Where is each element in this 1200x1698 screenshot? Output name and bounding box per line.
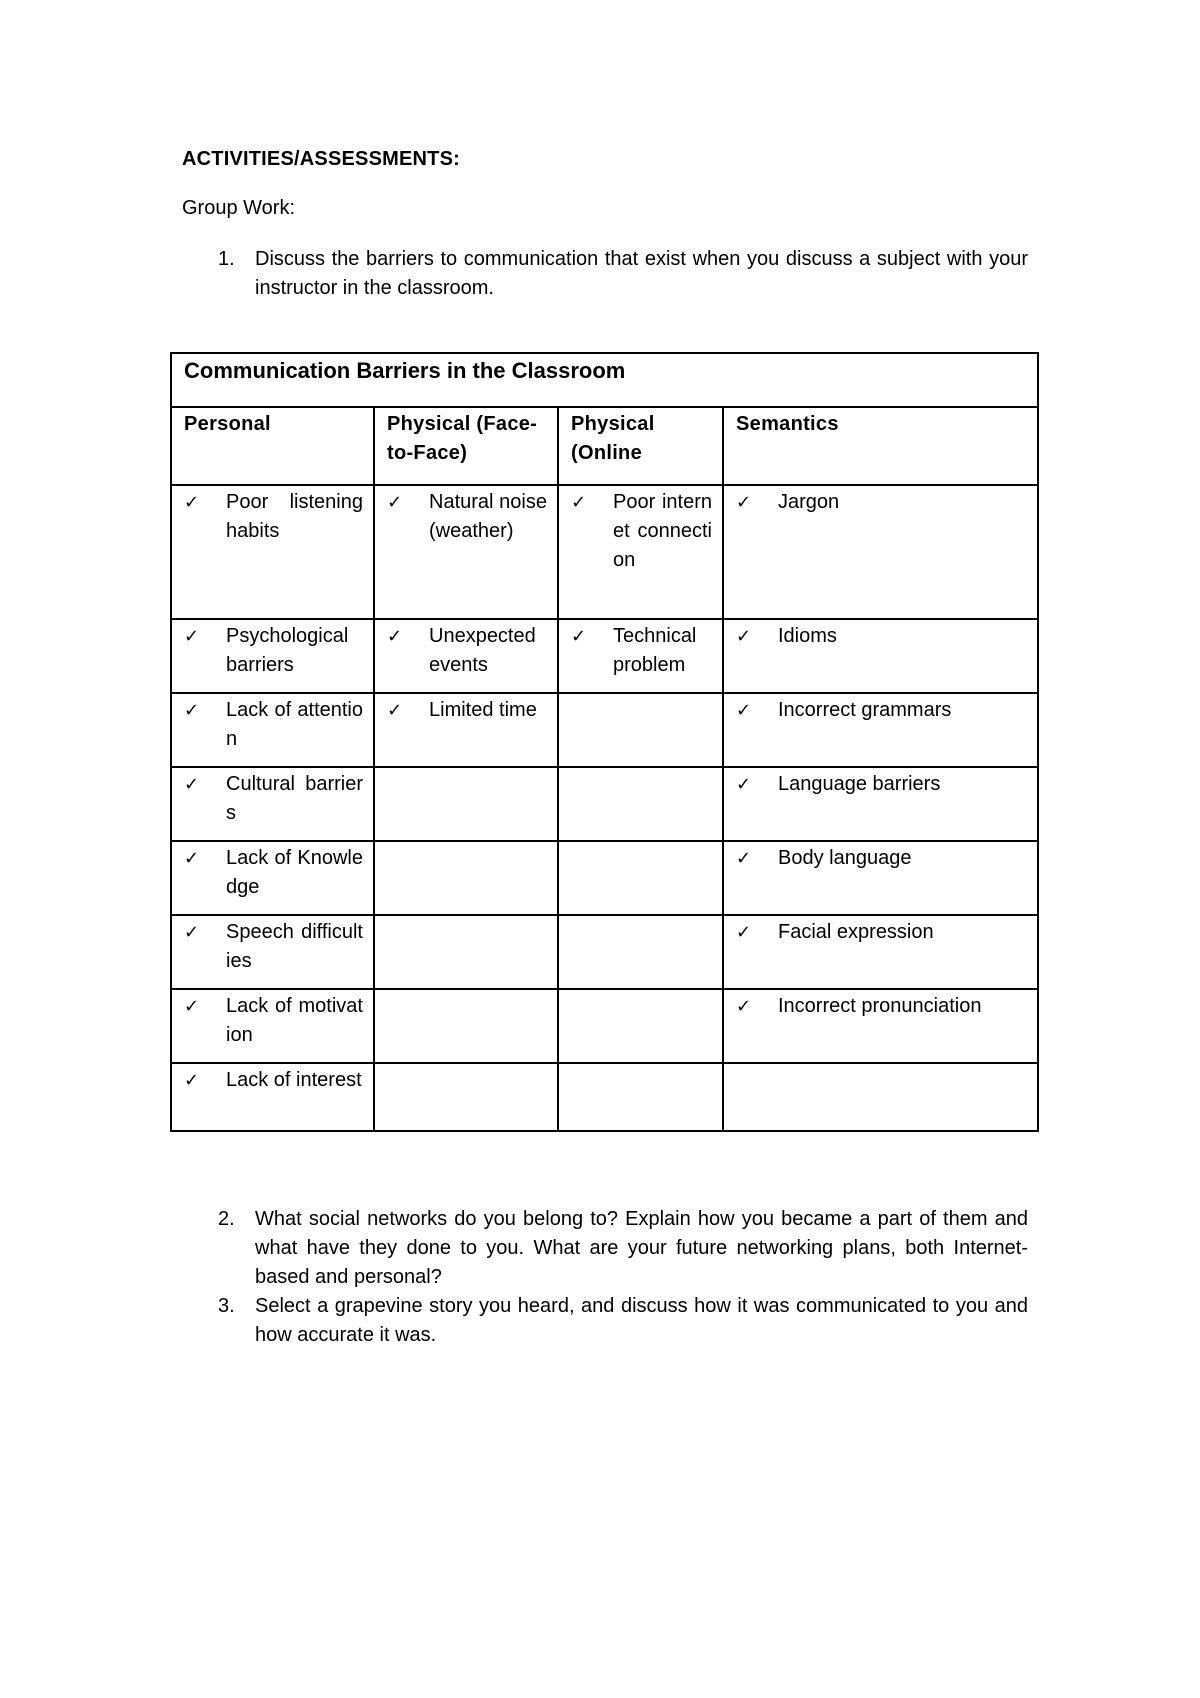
question-1 xyxy=(218,245,1028,303)
check-icon: ✓ xyxy=(736,848,752,869)
table-cell xyxy=(558,619,723,693)
table-cell-empty xyxy=(558,767,723,841)
check-icon: ✓ xyxy=(184,996,200,1017)
question-number: 1. xyxy=(218,248,235,270)
table-cell xyxy=(374,485,558,619)
table-row xyxy=(171,989,1038,1063)
table-row xyxy=(171,485,1038,619)
barrier-item: Poor listening habits xyxy=(226,491,363,542)
column-header-physical-face-to-face: Physical (Face-to-Face) xyxy=(374,407,558,485)
table-cell-empty xyxy=(558,1063,723,1131)
table-cell xyxy=(171,767,374,841)
table-cell-empty xyxy=(374,767,558,841)
table-cell xyxy=(171,841,374,915)
barrier-item: Incorrect grammars xyxy=(778,699,952,721)
check-icon: ✓ xyxy=(736,492,752,513)
table-cell-empty xyxy=(558,915,723,989)
check-icon: ✓ xyxy=(184,848,200,869)
table-cell-empty xyxy=(558,841,723,915)
barrier-item: Incorrect pronunciation xyxy=(778,995,982,1017)
check-icon: ✓ xyxy=(184,774,200,795)
check-icon: ✓ xyxy=(571,626,587,647)
question-3 xyxy=(218,1292,1028,1350)
check-icon: ✓ xyxy=(184,700,200,721)
check-icon: ✓ xyxy=(736,700,752,721)
table-cell xyxy=(374,619,558,693)
barrier-item: Body language xyxy=(778,847,912,869)
barrier-item: Idioms xyxy=(778,625,837,647)
table-title: Communication Barriers in the Classroom xyxy=(171,353,1038,407)
check-icon: ✓ xyxy=(184,626,200,647)
table-cell xyxy=(723,841,1038,915)
barrier-item: Unexpected events xyxy=(429,625,536,676)
check-icon: ✓ xyxy=(184,922,200,943)
barrier-item: Lack of motivation xyxy=(226,995,363,1046)
table-cell xyxy=(723,693,1038,767)
question-text: Discuss the barriers to communication that exist when you discuss a subject with your instructor in the classroom. xyxy=(255,248,1028,299)
barrier-item: Language barriers xyxy=(778,773,941,795)
barrier-item: Cultural barriers xyxy=(226,773,363,824)
barrier-item: Jargon xyxy=(778,491,840,513)
table-cell-empty xyxy=(374,841,558,915)
table-cell-empty xyxy=(374,1063,558,1131)
check-icon: ✓ xyxy=(387,700,403,721)
check-icon: ✓ xyxy=(736,996,752,1017)
question-text: What social networks do you belong to? Explain how you became a part of them and what have they done to you. What are your future networking plans, both Internet-based and personal? xyxy=(255,1208,1028,1288)
barriers-table xyxy=(170,352,1039,1132)
barrier-item: Facial expression xyxy=(778,921,934,943)
check-icon: ✓ xyxy=(387,626,403,647)
table-cell-empty xyxy=(558,989,723,1063)
check-icon: ✓ xyxy=(184,1070,200,1091)
column-header-personal: Personal xyxy=(171,407,374,485)
check-icon: ✓ xyxy=(184,492,200,513)
table-cell-empty xyxy=(374,989,558,1063)
table-cell xyxy=(723,915,1038,989)
column-header-semantics: Semantics xyxy=(723,407,1038,485)
barrier-item: Technical problem xyxy=(613,625,697,676)
barrier-item: Poor internet connection xyxy=(613,491,712,571)
table-row xyxy=(171,841,1038,915)
table-cell-empty xyxy=(558,693,723,767)
barrier-item: Lack of attention xyxy=(226,699,363,750)
table-row xyxy=(171,693,1038,767)
check-icon: ✓ xyxy=(736,922,752,943)
table-cell xyxy=(171,485,374,619)
check-icon: ✓ xyxy=(387,492,403,513)
table-row xyxy=(171,767,1038,841)
table-cell-empty xyxy=(723,1063,1038,1131)
barrier-item: Speech difficulties xyxy=(226,921,363,972)
table-cell xyxy=(171,915,374,989)
barrier-item: Lack of interest xyxy=(226,1069,362,1091)
table-cell xyxy=(723,485,1038,619)
section-heading: ACTIVITIES/ASSESSMENTS: xyxy=(182,148,460,170)
check-icon: ✓ xyxy=(736,774,752,795)
barrier-item: Limited time xyxy=(429,699,537,721)
barrier-item: Psychological barriers xyxy=(226,625,349,676)
table-cell xyxy=(171,693,374,767)
question-number: 3. xyxy=(218,1295,235,1317)
table-cell xyxy=(723,767,1038,841)
barrier-item: Natural noise (weather) xyxy=(429,491,547,542)
check-icon: ✓ xyxy=(571,492,587,513)
group-work-label: Group Work: xyxy=(182,197,295,219)
table-cell xyxy=(723,989,1038,1063)
table-row xyxy=(171,1063,1038,1131)
question-2 xyxy=(218,1205,1028,1292)
column-header-physical-online: Physical (Online xyxy=(558,407,723,485)
barrier-item: Lack of Knowledge xyxy=(226,847,363,898)
table-cell xyxy=(723,619,1038,693)
table-cell xyxy=(171,619,374,693)
table-row xyxy=(171,915,1038,989)
table-cell xyxy=(374,693,558,767)
table-cell-empty xyxy=(374,915,558,989)
table-cell xyxy=(558,485,723,619)
question-text: Select a grapevine story you heard, and discuss how it was communicated to you and how accurate it was. xyxy=(255,1295,1028,1346)
table-cell xyxy=(171,1063,374,1131)
table-row xyxy=(171,619,1038,693)
table-cell xyxy=(171,989,374,1063)
question-number: 2. xyxy=(218,1208,235,1230)
check-icon: ✓ xyxy=(736,626,752,647)
